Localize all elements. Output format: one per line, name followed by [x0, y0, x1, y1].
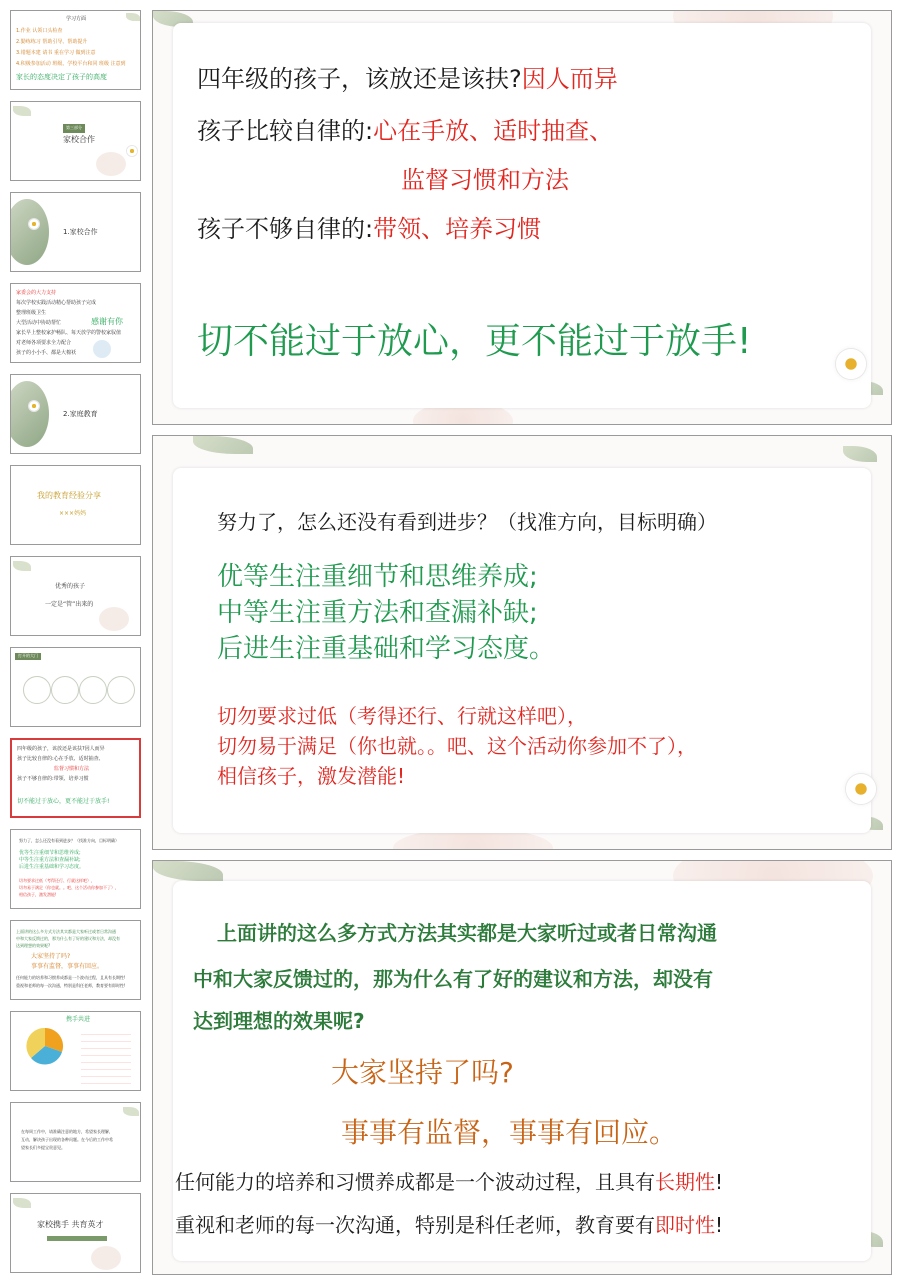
- thumb-text: 相信孩子，激发潜能!: [19, 892, 57, 897]
- thumb-text: 上面讲的这么多方式方法其实都是大家听过或者日常沟通: [16, 929, 116, 934]
- top-students-advice: 优等生注重细节和思维养成;: [217, 562, 538, 592]
- not-disciplined-label: 孩子不够自律的:: [197, 215, 374, 243]
- subtitle-bar: [47, 1236, 107, 1241]
- leaf-decoration: [126, 13, 140, 21]
- thumb-text: 优等生注重细节和思维养成;: [19, 850, 81, 856]
- paragraph-line-3: 达到理想的效果呢?: [193, 1009, 365, 1033]
- slide-thumbnail-4[interactable]: [10, 283, 141, 363]
- self-disciplined-advice-cont: 监督习惯和方法: [401, 166, 569, 194]
- slide-main-2: [152, 435, 892, 850]
- slide-thumbnail-panel: [0, 0, 148, 1286]
- thumb-text: 切不能过于放心，更不能过于放手!: [17, 798, 110, 805]
- timely-line: [175, 1209, 723, 1238]
- thumb-text: 优秀的孩子: [55, 583, 86, 590]
- thumb-text: 任何能力的培养和习惯养成都是一个波动过程，且具有长期性!: [16, 975, 126, 980]
- leaf-decoration: [153, 861, 223, 881]
- circle-diagram: [51, 676, 79, 704]
- slide-thumbnail-11[interactable]: [10, 920, 141, 1000]
- slide-thumbnail-14[interactable]: [10, 1193, 141, 1273]
- question-text: 努力了，怎么还没有看到进步？（找准方向，目标明确）: [217, 510, 717, 534]
- thumb-text: 1.家校合作: [63, 228, 98, 236]
- timely-text: 重视和老师的每一次沟通，特别是科任老师，教育要有: [175, 1213, 655, 1237]
- thumb-text: 四年级的孩子，该放还是该扶?因人而异: [17, 746, 105, 752]
- slide-main-3: [152, 860, 892, 1275]
- content-card: [173, 23, 871, 408]
- warning-line-2: 切勿易于满足（你也就。。吧、这个活动你参加不了），: [217, 734, 697, 758]
- long-term-text: 任何能力的培养和习惯养成都是一个波动过程，且具有: [175, 1170, 655, 1194]
- thumb-text: 家长的态度决定了孩子的高度: [16, 73, 107, 81]
- thumb-text: 家校携手 共育英才: [37, 1220, 104, 1229]
- slide-thumbnail-8[interactable]: [10, 647, 141, 727]
- thumb-text: 在每周工作中，请准确注意的地方，希望家长理解，: [21, 1129, 113, 1134]
- thumb-text: 整理班级卫生: [16, 310, 47, 316]
- thumb-text: 家校合作: [63, 135, 95, 144]
- thumb-text: 大型活动中协助帮忙: [16, 320, 62, 326]
- motto-text: 事事有监督，事事有回应。: [341, 1116, 678, 1149]
- paragraph-line-2: 中和大家反馈过的，那为什么有了好的建议和方法，却没有: [193, 967, 713, 991]
- question-answer: 因人而异: [521, 65, 618, 93]
- slide-thumbnail-12[interactable]: [10, 1011, 141, 1091]
- daisy-decoration: [836, 349, 866, 379]
- leaf-decoration: [13, 1198, 31, 1208]
- timely-highlight: 即时性: [655, 1213, 715, 1237]
- thumb-text: 4.积极参加活动 班级、学校平台和同 班级 注意到: [16, 61, 126, 67]
- thumb-text: 努力了，怎么还没有看到进步？（找准方向，目标明确）: [19, 838, 119, 843]
- thumb-text: 孩子的小小手、都是大棉袄: [16, 350, 77, 356]
- thumb-text: 每次学校实践活动精心帮助孩子完成: [16, 300, 97, 306]
- thumb-text: 监督习惯和方法: [54, 766, 90, 772]
- slide-thumbnail-13[interactable]: [10, 1102, 141, 1182]
- circle-diagram: [79, 676, 107, 704]
- self-disciplined-line: [197, 111, 613, 146]
- circle-diagram: [23, 676, 51, 704]
- lagging-students-advice: 后进生注重基础和学习态度。: [217, 634, 556, 664]
- slide-thumbnail-7[interactable]: [10, 556, 141, 636]
- timely-end: !: [715, 1213, 724, 1237]
- slide-main-1: [152, 10, 892, 425]
- slide-thumbnail-1[interactable]: [10, 10, 141, 90]
- middle-students-advice: 中等生注重方法和查漏补缺;: [217, 598, 538, 628]
- thumb-text: 3.错题本建 请书 重在学习 做到注意: [16, 50, 96, 56]
- not-disciplined-line: [197, 209, 541, 244]
- self-disciplined-label: 孩子比较自律的:: [197, 117, 374, 145]
- thumb-text: 后进生注重基础和学习态度。: [19, 864, 85, 870]
- thumb-text: 一定是“管”出来的: [45, 601, 94, 608]
- paragraph-line-1: 上面讲的这么多方式方法其实都是大家听过或者日常沟通: [217, 921, 717, 945]
- slide-thumbnail-10[interactable]: [10, 829, 141, 909]
- slide-thumbnail-5[interactable]: [10, 374, 141, 454]
- self-disciplined-advice: 心在手放、适时抽查、: [373, 117, 614, 145]
- warning-line-1: 切勿要求过低（考得还行、行就这样吧），: [217, 704, 587, 728]
- thumb-text: 家长早上整校家护畅队、每天放学的警校家驭值: [16, 330, 122, 336]
- question-text: 四年级的孩子，该放还是该扶?: [197, 65, 522, 93]
- thumb-text: 中和大家反馈过的，那为什么有了好的建议和方法，却没有: [16, 936, 120, 941]
- leaf-decoration: [13, 561, 31, 571]
- thumb-text: 对老师各项要求全力配合: [16, 340, 72, 346]
- slide-thumbnail-2[interactable]: [10, 101, 141, 181]
- petal-decoration: [96, 152, 126, 176]
- daisy-decoration: [29, 219, 39, 229]
- moon-decoration: [10, 381, 49, 447]
- leaf-decoration: [843, 446, 877, 462]
- slide-thumbnail-3[interactable]: [10, 192, 141, 272]
- thumb-text: 学习方面: [66, 16, 87, 22]
- thumb-text: 第三部分: [63, 124, 85, 133]
- thumb-text: 重视和老师的每一次沟通，特别是科任老师，教育要有即时性!: [16, 983, 126, 988]
- thumb-text: ×××妈妈: [59, 510, 87, 517]
- long-term-highlight: 长期性: [655, 1170, 715, 1194]
- slide-thumbnail-6[interactable]: [10, 465, 141, 545]
- petal-decoration: [99, 607, 129, 631]
- long-term-line: [175, 1166, 723, 1195]
- thumb-text: 孩子不够自律的:带领、培养习惯: [17, 776, 89, 782]
- text-lines-decoration: [81, 1028, 131, 1084]
- encourage-line: 相信孩子，激发潜能!: [217, 764, 406, 788]
- thumb-text: 中等生注重方法和查漏补缺;: [19, 857, 81, 863]
- thumb-text: 望家长们多提宝贵意见。: [21, 1145, 65, 1150]
- petal-decoration: [93, 340, 111, 358]
- leaf-decoration: [193, 436, 253, 454]
- thumb-text: 打开的大门: [15, 653, 41, 660]
- daisy-decoration: [127, 146, 137, 156]
- thumb-text: 2.勤练练习 帮助引导、帮助提升: [16, 39, 88, 45]
- thumb-text: 孩子比较自律的:心在手放、适时抽查、: [17, 756, 104, 762]
- thumb-text: 携手共进: [66, 1016, 91, 1023]
- long-term-end: !: [715, 1170, 724, 1194]
- not-disciplined-advice: 带领、培养习惯: [373, 215, 542, 243]
- slogan-text: 切不能过于放心，更不能过于放手!: [197, 321, 752, 362]
- circle-diagram: [107, 676, 135, 704]
- leaf-decoration: [13, 106, 31, 116]
- thumb-text: 大家坚持了吗?: [31, 953, 71, 960]
- moon-decoration: [10, 199, 49, 265]
- thumb-text: 我的教育经验分享: [37, 491, 101, 500]
- petal-decoration: [91, 1246, 121, 1270]
- thumb-text: 事事有监督，事事有回应。: [31, 963, 104, 970]
- content-card: [173, 881, 871, 1261]
- persist-question: 大家坚持了吗?: [331, 1056, 514, 1089]
- thumb-text: 家委会的大力支持: [16, 290, 57, 296]
- thumb-text: 互动，解决孩子出现的各种问题。在今后的工作中希: [21, 1137, 113, 1142]
- thumb-text: 达到理想的效果呢?: [16, 943, 51, 948]
- thumb-thanks-text: 感谢有你: [91, 317, 123, 326]
- question-line: [197, 59, 618, 94]
- pie-chart-thumbnail: [25, 1026, 65, 1066]
- thumb-text: 1.作业 认领口头检查: [16, 28, 63, 34]
- thumb-text: 2.家庭教育: [63, 410, 98, 418]
- thumb-text: 切勿要求过低（考得还行、行就这样吧），: [19, 878, 95, 883]
- leaf-decoration: [123, 1107, 139, 1116]
- daisy-decoration: [846, 774, 876, 804]
- thumb-text: 切勿易于满足（你也就。。吧、这个活动你参加不了），: [19, 885, 119, 890]
- daisy-decoration: [29, 401, 39, 411]
- content-card: [173, 468, 871, 833]
- slide-thumbnail-9[interactable]: [10, 738, 141, 818]
